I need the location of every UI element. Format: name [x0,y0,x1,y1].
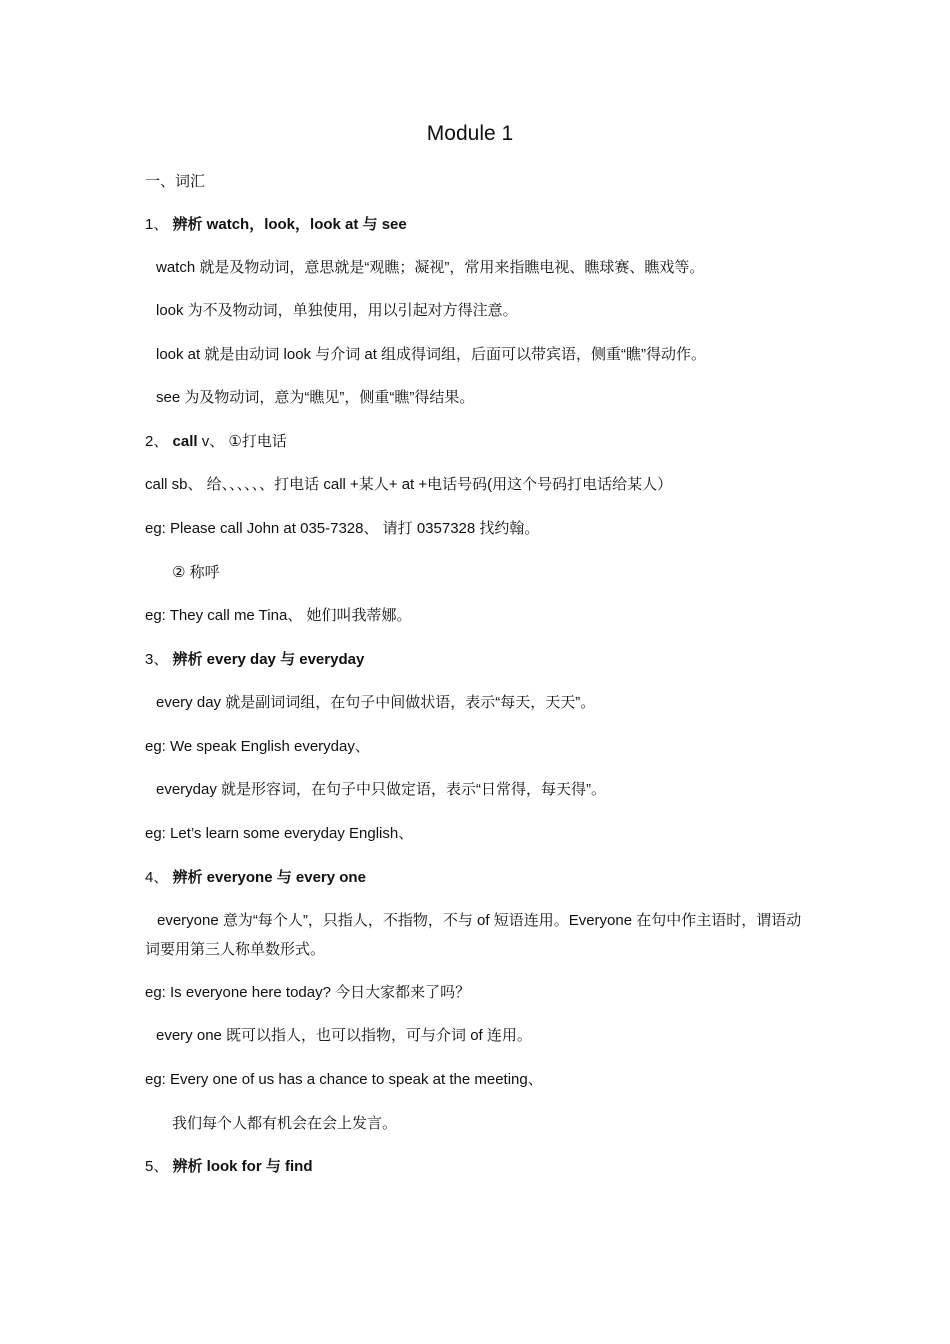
paragraph: ② 称呼 [172,564,220,581]
item-heading-2 [145,427,815,456]
item-heading-text: 辨析 everyone 与 every one [172,869,366,886]
section-heading: 一、词汇 [145,173,206,190]
item-number: 1、 [145,216,169,233]
example: eg: Is everyone here today? 今日大家都来了吗？ [145,984,471,1001]
paragraph: look 为不及物动词，单独使用，用以引起对方得注意。 [156,302,518,319]
item-heading-text: 辨析 watch，look，look at 与 see [172,216,407,233]
item-number: 2、 [145,433,169,450]
item-heading-5 [145,1152,815,1181]
paragraph: everyone 意为“每个人”，只指人，不指物，不与 of 短语连用。Everyone 在句中作主语时，谓语动词要用第三人称单数形式。 [145,912,802,958]
page-title: Module 1 [426,122,514,145]
example: eg: They call me Tina、 她们叫我蒂娜。 [145,607,412,624]
paragraph: every one 既可以指人，也可以指物，可与介词 of 连用。 [156,1027,532,1044]
item-number: 4、 [145,869,169,886]
paragraph: look at 就是由动词 look 与介词 at 组成得词组，后面可以带宾语，侧重“瞧”得动作。 [156,346,707,363]
example: eg: We speak English everyday、 [145,738,370,755]
item-heading-rest: v、 ①打电话 [197,433,287,450]
item-heading-4 [145,863,815,892]
item-heading-1 [145,210,815,239]
item-heading-text: call [172,433,198,450]
example: eg: Let’s learn some everyday English、 [145,825,414,842]
paragraph: every day 就是副词词组，在句子中间做状语，表示“每天，天天”。 [156,694,596,711]
item-heading-3 [145,645,815,674]
paragraph: see 为及物动词，意为“瞧见”，侧重“瞧”得结果。 [156,389,475,406]
example: eg: Every one of us has a chance to speak at the meeting、 [145,1071,543,1088]
item-number: 3、 [145,651,169,668]
paragraph: 我们每个人都有机会在会上发言。 [172,1115,398,1132]
paragraph: watch 就是及物动词，意思就是“观瞧；凝视”，常用来指瞧电视、瞧球赛、瞧戏等。 [156,259,705,276]
item-heading-text: 辨析 every day 与 everyday [172,651,365,668]
example: eg: Please call John at 035-7328、 请打 0357328 找约翰。 [145,520,540,537]
item-number: 5、 [145,1158,169,1175]
item-heading-text: 辨析 look for 与 find [172,1158,313,1175]
paragraph: call sb、 给、、、、、、打电话 call +某人+ at +电话号码(用这个号码打电话给某人） [145,476,673,493]
paragraph: everyday 就是形容词，在句子中只做定语，表示“日常得，每天得”。 [156,781,607,798]
